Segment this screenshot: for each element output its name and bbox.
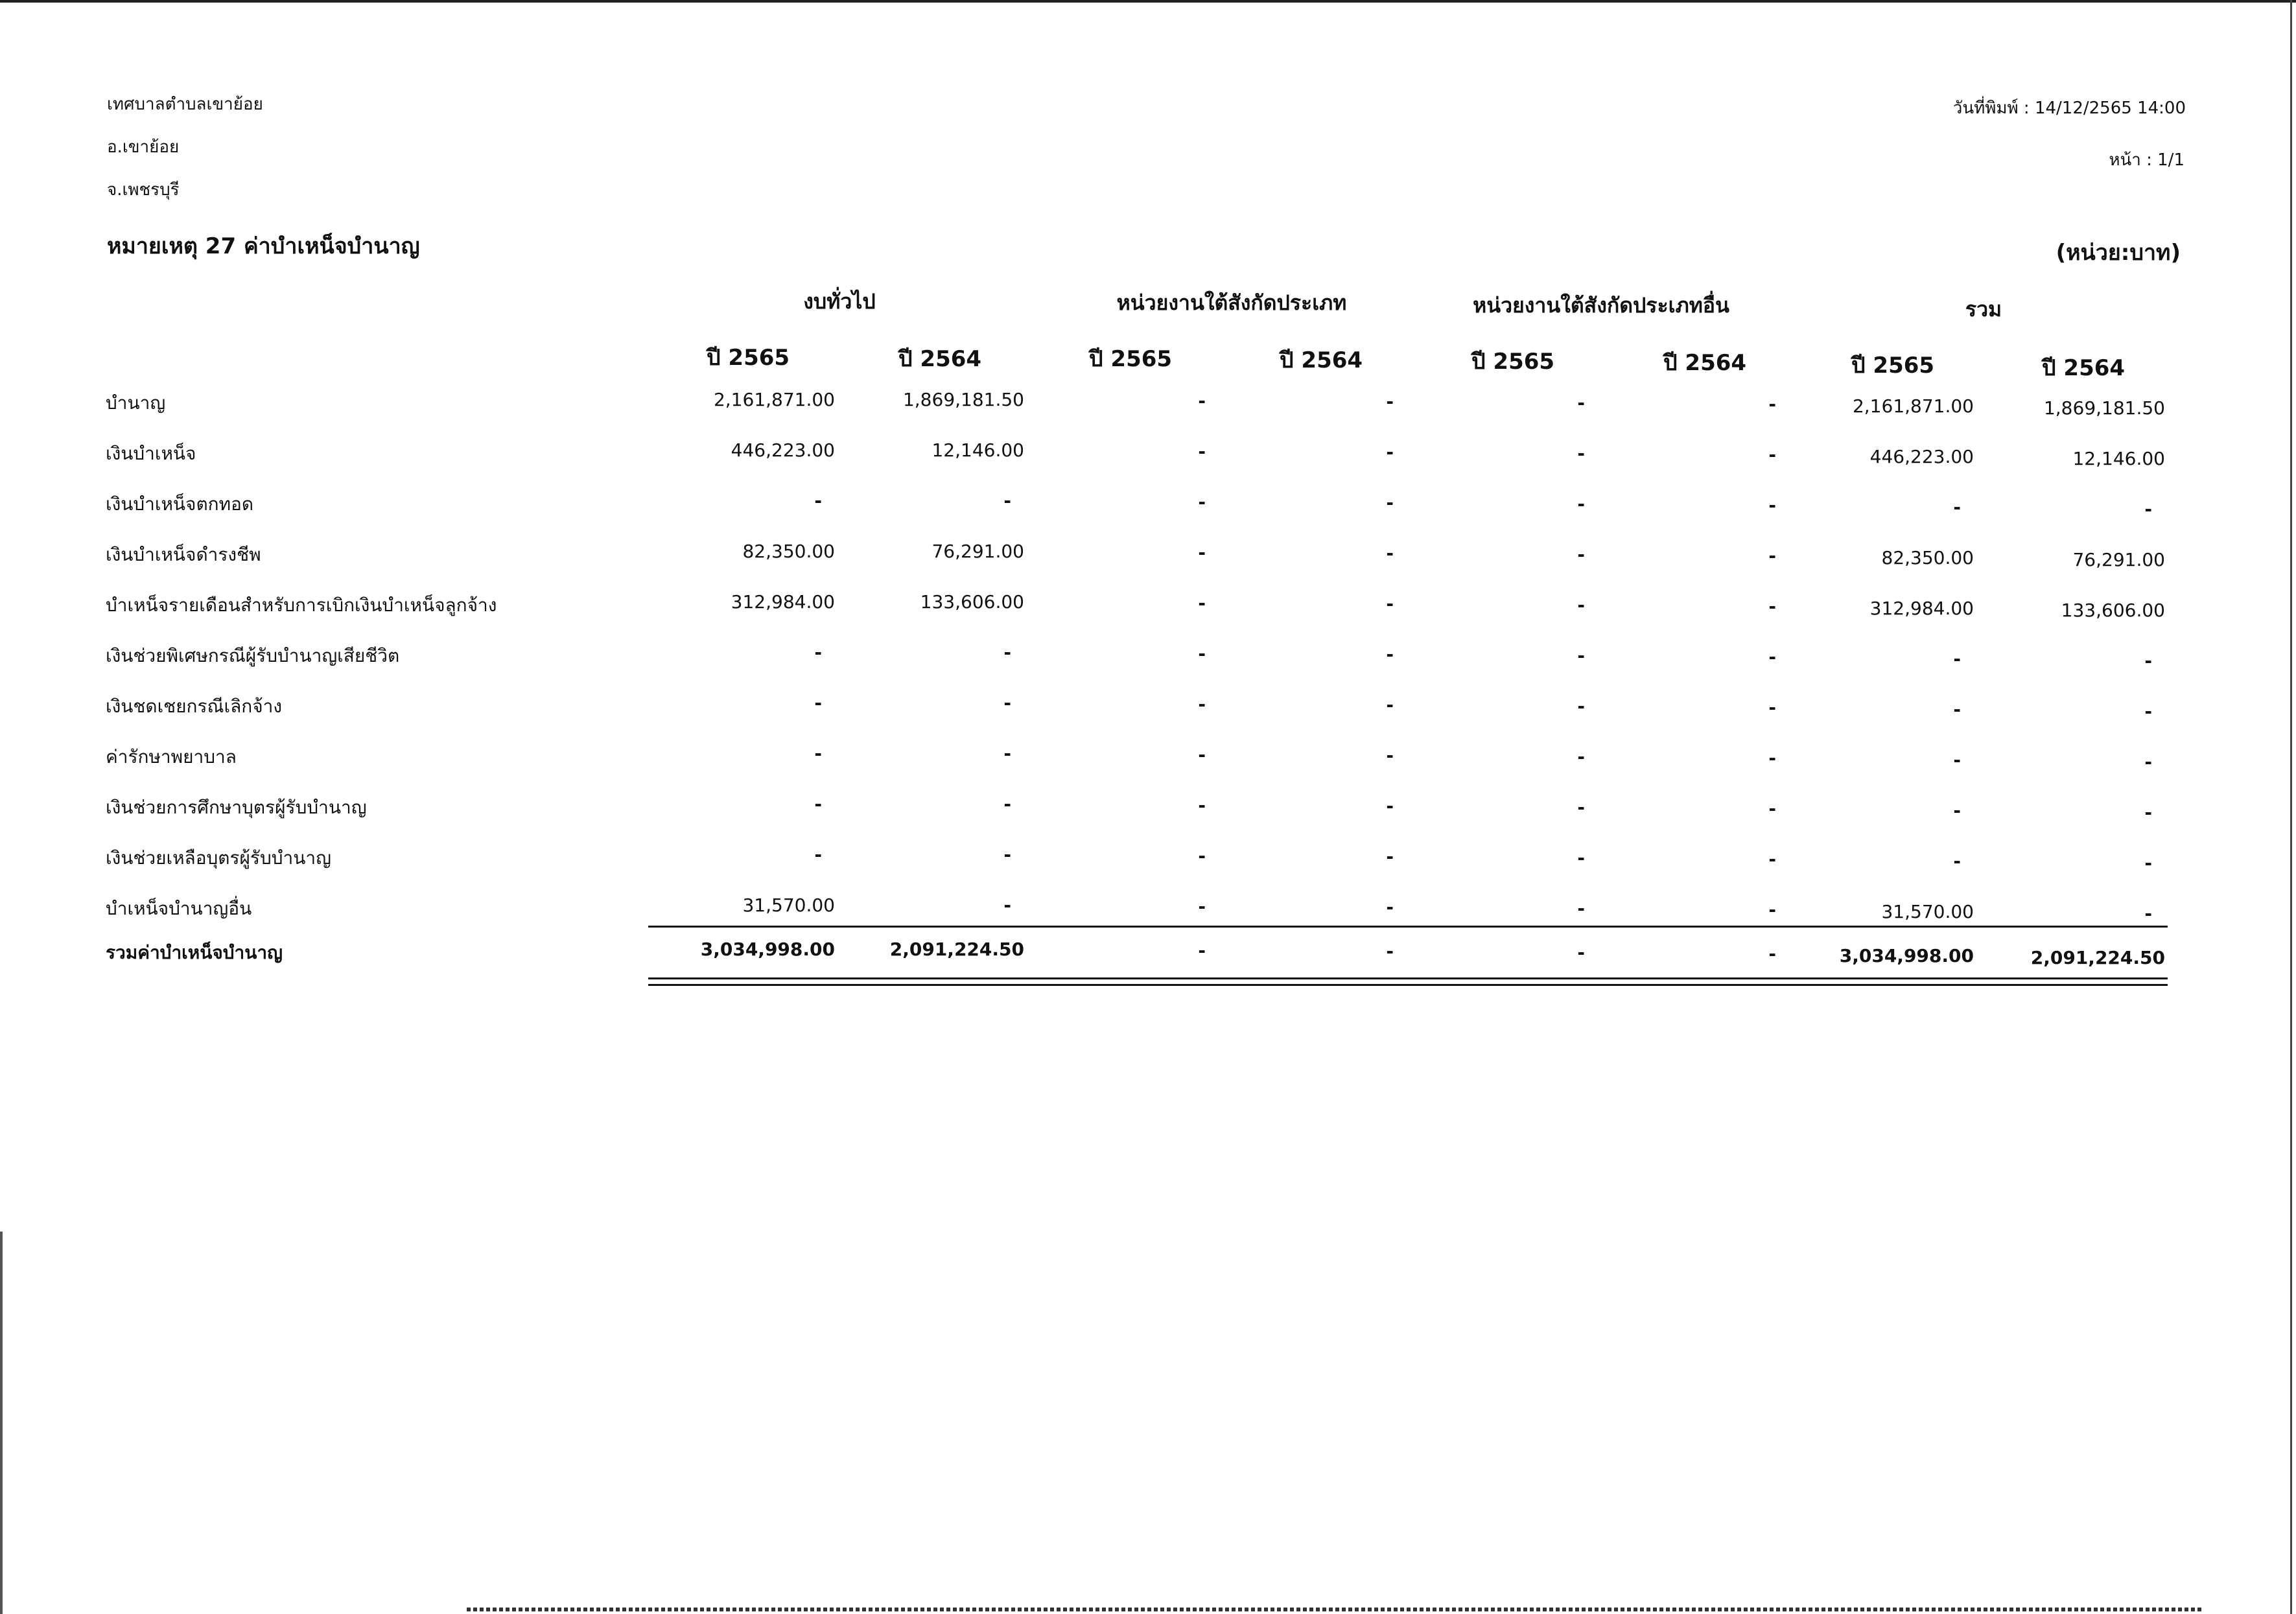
page-number: หน้า : 1/1 [2109,150,2185,170]
table-cell: 76,291.00 [2072,549,2165,570]
group-header-general: งบทั่วไป [803,289,876,314]
table-cell: - [1386,846,1394,867]
table-cell: - [1386,492,1394,513]
table-cell: - [1768,798,1776,819]
table-cell: - [2144,650,2152,672]
org-province: จ.เพชรบุรี [107,180,180,200]
table-cell: - [1198,694,1206,715]
row-label: เงินช่วยเหลือบุตรผู้รับบำนาญ [106,847,331,869]
table-cell: - [1386,441,1394,463]
table-cell: - [1953,497,1961,518]
table-cell: 312,984.00 [1869,598,1974,619]
table-cell: 82,350.00 [1881,547,1974,568]
table-cell: - [1768,444,1776,465]
table-cell: - [1577,847,1585,869]
table-cell: - [1577,392,1585,414]
page-top-border [0,0,2296,3]
table-cell: - [1198,744,1206,766]
table-cell: - [1768,545,1776,567]
table-cell: - [1198,643,1206,664]
row-label: เงินบำเหน็จดำรงชีพ [106,544,261,565]
table-cell: - [1386,795,1394,817]
table-cell: - [814,844,822,865]
table-cell: - [1198,896,1206,917]
table-cell: 446,223.00 [1869,446,1974,467]
row-label: เงินช่วยการศึกษาบุตรผู้รับบำนาญ [106,797,367,818]
print-date: วันที่พิมพ์ : 14/12/2565 14:00 [1952,99,2186,118]
table-cell: - [1198,845,1206,867]
table-cell: 82,350.00 [742,541,835,562]
table-cell: - [1198,441,1206,462]
table-cell: - [1768,848,1776,870]
total-double-rule-2 [648,984,2168,986]
total-cell: - [1577,942,1585,963]
table-cell: 1,869,181.50 [902,389,1024,410]
table-cell: 76,291.00 [931,541,1024,562]
table-cell: - [1386,391,1394,412]
scan-edge-right [2290,0,2292,1614]
table-cell: - [1198,542,1206,563]
group-header-subsidiary-other: หน่วยงานใต้สังกัดประเภทอื่น [1473,293,1729,318]
table-cell: - [1198,592,1206,614]
total-cell: 2,091,224.50 [2030,947,2165,968]
table-cell: - [1577,594,1585,616]
table-cell: - [814,642,822,663]
row-label: บำนาญ [106,392,166,414]
total-cell: 3,034,998.00 [1839,945,1974,966]
table-cell: - [1003,895,1011,916]
table-cell: 312,984.00 [731,591,835,613]
year-header: ปี 2565 [1471,349,1555,375]
row-label: เงินชดเชยกรณีเลิกจ้าง [106,696,283,717]
table-cell: 31,570.00 [742,895,835,916]
year-header: ปี 2564 [1663,350,1747,376]
total-double-rule-1 [648,977,2168,979]
table-cell: - [1768,747,1776,769]
table-cell: - [814,692,822,714]
table-cell: - [1198,491,1206,513]
table-cell: - [1577,443,1585,464]
table-cell: 2,161,871.00 [1852,395,1974,417]
group-header-subsidiary: หน่วยงานใต้สังกัดประเภท [1116,290,1347,315]
unit-label: (หน่วย:บาท) [2056,240,2181,266]
table-cell: - [1386,694,1394,716]
table-cell: - [1386,745,1394,766]
table-cell: 12,146.00 [2072,448,2165,469]
table-cell: - [1386,896,1394,918]
table-cell: - [1768,596,1776,617]
scan-edge-left [0,1232,3,1614]
table-cell: - [1198,795,1206,816]
table-cell: - [1768,646,1776,668]
table-cell: - [1953,800,1961,821]
org-name: เทศบาลตำบลเขาย้อย [107,95,263,114]
table-cell: - [1386,543,1394,564]
total-cell: - [1198,940,1206,961]
page-bottom-border [467,1608,2204,1611]
total-cell: 2,091,224.50 [889,939,1024,960]
table-cell: 133,606.00 [2061,600,2165,621]
table-cell: - [814,490,822,511]
row-label: เงินบำเหน็จตกทอด [106,493,254,515]
table-cell: - [1768,899,1776,920]
table-cell: - [1768,495,1776,516]
table-cell: - [1577,696,1585,717]
table-cell: - [2144,498,2152,520]
year-header: ปี 2564 [1280,347,1363,373]
table-cell: - [1577,645,1585,666]
table-cell: - [1386,593,1394,614]
table-cell: - [1577,544,1585,565]
table-cell: 133,606.00 [920,591,1024,613]
table-cell: 2,161,871.00 [713,389,835,410]
table-cell: - [1577,898,1585,919]
table-cell: - [1577,746,1585,767]
year-header: ปี 2565 [1851,353,1935,379]
table-cell: - [1003,490,1011,511]
table-cell: - [1003,642,1011,663]
total-cell: - [1768,943,1776,965]
table-cell: - [1953,699,1961,720]
table-cell: 1,869,181.50 [2043,397,2165,419]
table-cell: - [1577,797,1585,818]
table-cell: 31,570.00 [1881,901,1974,922]
year-header: ปี 2564 [898,346,982,372]
table-cell: - [1768,697,1776,718]
table-cell: - [2144,751,2152,773]
table-cell: - [2144,701,2152,722]
row-label: บำเหน็จบำนาญอื่น [106,898,252,919]
table-cell: - [1953,850,1961,872]
table-cell: - [1386,644,1394,665]
table-cell: - [814,743,822,764]
table-cell: - [2144,852,2152,874]
total-cell: 3,034,998.00 [700,939,835,960]
table-cell: - [2144,903,2152,924]
table-cell: - [1003,844,1011,865]
org-district: อ.เขาย้อย [107,137,180,157]
row-label: ค่ารักษาพยาบาล [106,746,237,767]
note-title: หมายเหตุ 27 ค่าบำเหน็จบำนาญ [107,233,420,259]
table-cell: - [1768,393,1776,415]
table-cell: - [1003,793,1011,815]
table-cell: - [1577,493,1585,515]
year-header: ปี 2564 [2042,355,2126,381]
table-cell: - [1198,390,1206,412]
table-cell: - [1003,692,1011,714]
table-cell: 446,223.00 [731,439,835,461]
total-top-rule [648,926,2168,928]
total-cell: - [1386,941,1394,962]
row-label: บำเหน็จรายเดือนสำหรับการเบิกเงินบำเหน็จลูกจ้าง [106,594,497,616]
row-label: เงินบำเหน็จ [106,443,196,464]
table-cell: - [2144,802,2152,823]
group-header-total: รวม [1965,297,2002,322]
table-cell: 12,146.00 [931,439,1024,461]
year-header: ปี 2565 [707,345,790,371]
table-cell: - [1003,743,1011,764]
table-cell: - [1953,648,1961,670]
total-row-label: รวมค่าบำเหน็จบำนาญ [106,942,283,963]
table-cell: - [814,793,822,815]
row-label: เงินช่วยพิเศษกรณีผู้รับบำนาญเสียชีวิต [106,645,400,666]
year-header: ปี 2565 [1089,346,1173,372]
table-cell: - [1953,749,1961,771]
